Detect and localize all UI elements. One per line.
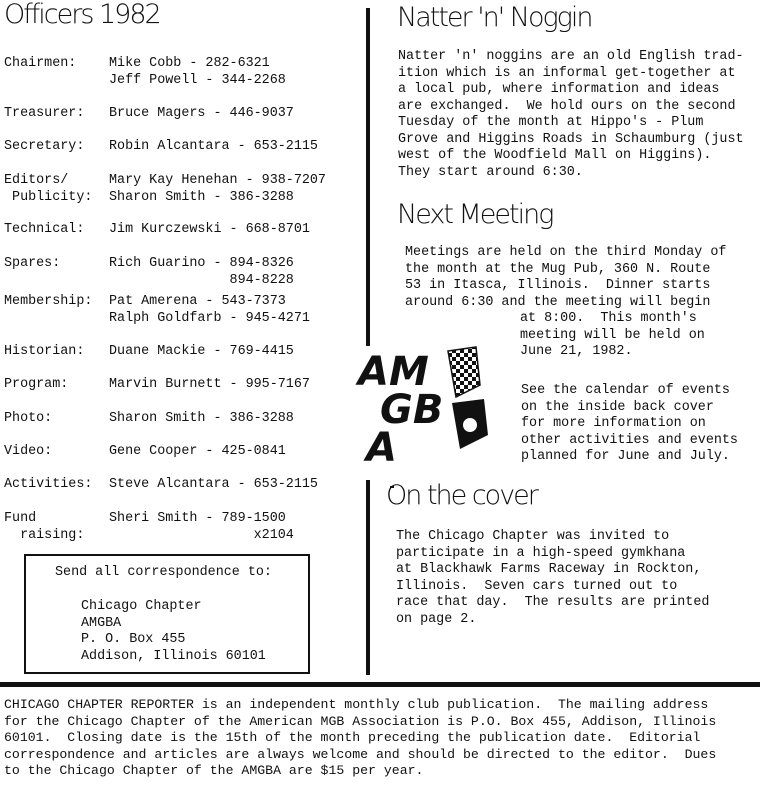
address-line: Chicago Chapter <box>81 599 202 614</box>
footer-rule <box>0 682 760 687</box>
cover-line: on page 2. <box>396 611 477 627</box>
officer-contact <box>109 477 318 494</box>
correspondence-box <box>24 554 310 674</box>
contact-line: Jim Kurczewski - 668-8701 <box>109 222 310 237</box>
role-label: Video: <box>4 444 53 459</box>
officer-contact <box>109 56 286 89</box>
contact-line: Jeff Powell - 344-2268 <box>109 72 286 88</box>
footer-line: CHICAGO CHAPTER REPORTER is an independent monthly club publication. The mailing address <box>4 697 709 712</box>
contact-line: x2104 <box>109 527 294 543</box>
contact-line: Sharon Smith - 386-3288 <box>109 411 294 426</box>
contact-line: Sheri Smith - 789-1500 <box>109 511 286 526</box>
role-label: Publicity: <box>4 189 93 205</box>
officer-contact <box>109 256 294 289</box>
meeting-line: June 21, 1982. <box>520 344 633 359</box>
footer-line: correspondence and articles are always welcome and should be directed to the editor. Dues <box>4 746 717 762</box>
contact-line: Steve Alcantara - 653-2115 <box>109 477 318 492</box>
footer-line: for the Chicago Chapter of the American MGB Association is P.O. Box 455, Addison, Illinois <box>4 713 717 729</box>
contact-line: Ralph Goldfarb - 945-4271 <box>109 310 310 326</box>
role-label: raising: <box>4 527 85 543</box>
officer-role <box>4 56 76 73</box>
natter-line: Tuesday of the month at Hippo's - Plum <box>398 115 704 130</box>
address-line: AMGBA <box>81 615 122 631</box>
contact-line: Mike Cobb - 282-6321 <box>109 56 270 71</box>
cover-heading: On the cover <box>386 480 537 511</box>
address-line: Addison, Illinois 60101 <box>81 648 266 664</box>
calendar-line: planned for June and July. <box>521 449 730 464</box>
natter-line: Grove and Higgins Roads in Schaumburg (just <box>398 131 744 147</box>
cover-line: at Blackhawk Farms Raceway in Rockton, <box>396 562 702 577</box>
next-meeting-body <box>405 245 726 311</box>
next-meeting-heading: Next Meeting <box>397 199 553 230</box>
role-label: Technical: <box>4 222 85 237</box>
officer-contact <box>109 106 294 123</box>
role-label: Chairmen: <box>4 56 77 71</box>
role-label: Editors/ <box>4 173 69 188</box>
amgba-logo <box>352 345 500 467</box>
officer-contact <box>109 344 294 361</box>
contact-line: Rich Guarino - 894-8326 <box>109 256 294 271</box>
contact-line: Marvin Burnett - 995-7167 <box>109 377 310 392</box>
role-label: Treasurer: <box>4 106 85 121</box>
footer-text <box>4 697 716 780</box>
natter-line: They start around 6:30. <box>398 164 583 180</box>
logo-letters-am: AM <box>358 349 429 395</box>
calendar-note <box>521 383 738 466</box>
cover-line: Illinois. Seven cars turned out to <box>396 578 678 594</box>
officer-role <box>4 173 92 206</box>
natter-line: are exchanged. We hold ours on the second <box>398 98 736 114</box>
role-label: Membership: <box>4 294 93 309</box>
footer-line: 60101. Closing date is the 15th of the month preceding the publication date. Editorial <box>4 730 701 745</box>
meeting-line: around 6:30 and the meeting will begin <box>405 294 711 310</box>
role-label: Spares: <box>4 256 61 271</box>
officer-role <box>4 377 68 394</box>
officer-contact <box>109 444 286 461</box>
contact-line: Gene Cooper - 425-0841 <box>109 444 286 459</box>
officer-contact <box>109 294 310 327</box>
officer-contact <box>109 139 318 156</box>
officer-contact <box>109 411 294 428</box>
contact-line: Sharon Smith - 386-3288 <box>109 189 294 205</box>
meeting-line: Meetings are held on the third Monday of <box>405 245 727 260</box>
role-label: Photo: <box>4 411 53 426</box>
correspondence-address <box>81 599 266 665</box>
officer-role <box>4 256 60 273</box>
role-label: Secretary: <box>4 139 85 154</box>
logo-letters-gb: GB <box>380 387 444 433</box>
officers-heading: Officers 1982 <box>4 0 160 30</box>
officer-role <box>4 477 92 494</box>
officer-role <box>4 444 52 461</box>
calendar-line: See the calendar of events <box>521 383 730 398</box>
natter-line: Natter 'n' noggins are an old English trad- <box>398 49 744 64</box>
officer-role <box>4 222 84 239</box>
role-label: Historian: <box>4 344 85 359</box>
natter-line: ition which is an informal get-together at <box>398 65 736 81</box>
calendar-line: on the inside back cover <box>521 399 714 415</box>
role-label: Activities: <box>4 477 93 492</box>
calendar-line: for more information on <box>521 416 706 431</box>
officer-role <box>4 139 84 156</box>
contact-line: Mary Kay Henehan - 938-7207 <box>109 173 326 188</box>
officer-contact <box>109 173 326 206</box>
role-label: Program: <box>4 377 69 392</box>
officer-role <box>4 511 84 544</box>
officer-contact <box>109 511 294 544</box>
checkered-flag-icon <box>448 347 480 397</box>
officer-role <box>4 106 84 123</box>
natter-body <box>398 49 744 181</box>
meeting-line: the month at the Mug Pub, 360 N. Route <box>405 261 711 277</box>
natter-line: west of the Woodfield Mall on Higgins). <box>398 148 712 163</box>
contact-line: 894-8228 <box>109 272 294 288</box>
meeting-line: at 8:00. This month's <box>520 311 697 326</box>
cover-line: participate in a high-speed gymkhana <box>396 545 686 561</box>
natter-heading: Natter 'n' Noggin <box>397 2 592 33</box>
logo-letters-a: A <box>366 425 397 467</box>
role-label: Fund <box>4 511 37 526</box>
officer-contact <box>109 222 310 239</box>
calendar-line: other activities and events <box>521 432 738 448</box>
contact-line: Duane Mackie - 769-4415 <box>109 344 294 359</box>
cover-line: The Chicago Chapter was invited to <box>396 529 670 544</box>
next-meeting-body-cont <box>520 311 705 361</box>
meeting-line: 53 in Itasca, Illinois. Dinner starts <box>405 278 711 293</box>
cover-body <box>396 529 709 628</box>
footer-line: to the Chicago Chapter of the AMGBA are $15 per year. <box>4 763 424 778</box>
correspondence-intro: Send all correspondence to: <box>55 565 272 580</box>
officer-role <box>4 344 84 361</box>
meeting-line: meeting will be held on <box>520 327 705 343</box>
address-line: P. O. Box 455 <box>81 632 186 647</box>
column-divider-upper <box>366 8 370 346</box>
natter-line: a local pub, where information and ideas <box>398 82 720 97</box>
contact-line: Robin Alcantara - 653-2115 <box>109 139 318 154</box>
officer-contact <box>109 377 310 394</box>
officer-role <box>4 294 92 311</box>
officer-role <box>4 411 52 428</box>
contact-line: Pat Amerena - 543-7373 <box>109 294 286 309</box>
cover-line: race that day. The results are printed <box>396 595 710 610</box>
contact-line: Bruce Magers - 446-9037 <box>109 106 294 121</box>
column-divider-lower <box>366 480 370 675</box>
